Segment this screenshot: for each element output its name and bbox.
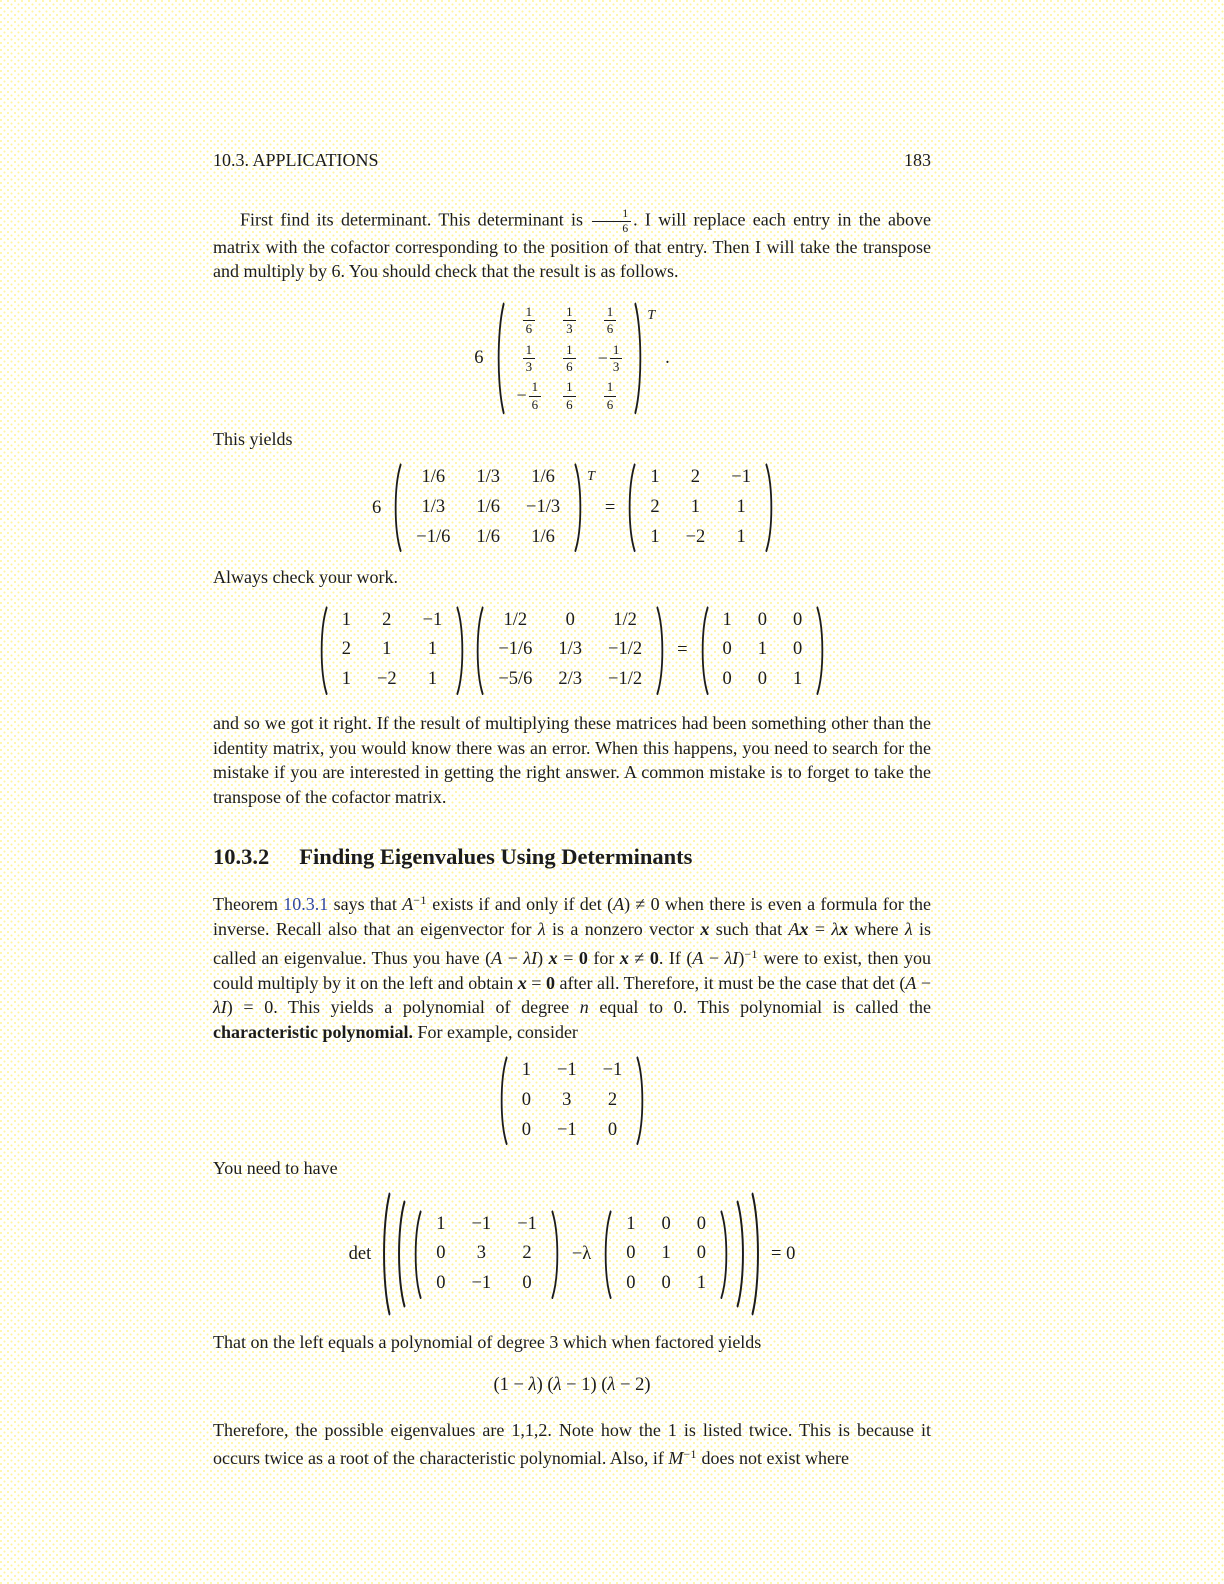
text-segment: λ (537, 919, 546, 940)
text-segment: A (491, 947, 503, 968)
fraction-stack (563, 305, 576, 337)
text-segment: −1 (413, 893, 427, 908)
display-operator: = 0 (771, 1244, 796, 1265)
section-heading (213, 843, 931, 870)
right-paren-icon (750, 1192, 763, 1316)
denominator: 6 (531, 396, 539, 412)
denominator: 6 (566, 358, 573, 374)
matrix-cell: 1 (521, 1060, 531, 1081)
matrix-cell: 2 (690, 467, 701, 488)
matrix-grid (509, 1056, 636, 1145)
text-segment: A (905, 972, 917, 993)
matrix-cell (506, 340, 553, 378)
matrix (411, 1210, 562, 1299)
display-operator: −λ (571, 1244, 592, 1265)
matrix-grid (710, 606, 816, 695)
display-operator: . (665, 348, 670, 369)
right-paren-icon (735, 1200, 748, 1308)
display-operator: 6 (372, 497, 382, 518)
matrix (601, 1210, 731, 1299)
matrix-cell: 0 (521, 1090, 531, 1111)
text-segment: − (502, 947, 524, 968)
text-segment: x (548, 947, 558, 968)
fraction (523, 343, 536, 375)
matrix-cell: 1 (626, 1213, 636, 1234)
matrix-row (637, 493, 764, 523)
left-paren-icon (698, 606, 710, 695)
text-segment: Theorem (213, 894, 284, 915)
matrix-cell: 0 (521, 1119, 531, 1140)
text-segment: says that (328, 894, 403, 915)
numerator: 1 (523, 343, 536, 359)
matrix-row (506, 340, 634, 378)
text-segment: λ (904, 919, 913, 940)
left-paren-icon (497, 1056, 509, 1145)
matrix-cell: 2 (382, 609, 392, 630)
running-head (213, 148, 931, 173)
numerator: 1 (592, 208, 631, 223)
fraction (563, 343, 576, 375)
display-operator: = (677, 639, 688, 660)
text-segment: is a nonzero vector (545, 919, 701, 940)
matrix-cell: 0 (565, 609, 575, 630)
matrix-cell: 3 (476, 1243, 486, 1264)
matrix-cell: 0 (626, 1243, 636, 1264)
right-paren-icon (655, 606, 667, 695)
equation-check-product (213, 606, 931, 695)
text-segment: ) = 0. This yields a polynomial of degree (226, 997, 580, 1018)
matrix-cell: 1/3 (558, 639, 583, 660)
text-segment: − (916, 972, 931, 993)
matrix-cell (552, 377, 587, 415)
matrix (317, 606, 468, 695)
text-segment: = (557, 947, 579, 968)
matrix-row (423, 1269, 550, 1299)
page-number: 183 (904, 150, 931, 170)
matrix-row (485, 665, 655, 695)
matrix-row (485, 606, 655, 636)
text-segment: ) (738, 947, 745, 968)
fraction (604, 380, 617, 412)
matrix (698, 606, 828, 695)
left-paren-icon (494, 302, 506, 415)
fraction (592, 208, 631, 236)
matrix-cell: −1 (602, 1060, 623, 1081)
matrix-cell: 0 (522, 1273, 532, 1294)
matrix-cell: 1 (696, 1273, 707, 1294)
matrix-cell: 1 (427, 639, 438, 660)
page-content (213, 0, 931, 1471)
matrix-cell: 0 (626, 1273, 636, 1294)
text-segment: x (839, 919, 849, 940)
left-paren-icon (379, 1192, 392, 1316)
left-paren-icon (391, 463, 403, 552)
matrix-row (710, 665, 816, 695)
text-segment: after all. Therefore, it must be the case that det ( (554, 972, 906, 993)
matrix-cell: −1 (471, 1213, 492, 1234)
matrix-cell: −1/6 (416, 527, 451, 548)
paragraph-always-check: Always check your work. (213, 566, 398, 587)
matrix-row (329, 635, 456, 665)
matrix-cell: −1 (517, 1213, 537, 1234)
matrix-cell (587, 302, 634, 340)
matrix-cell: 1/6 (476, 527, 501, 548)
section-number: 10.3.2 (213, 844, 270, 870)
paragraph-determinant (213, 207, 931, 284)
text-segment: A (788, 919, 800, 940)
text-segment: − 1) ( (561, 1374, 608, 1395)
text-segment: − 2) (615, 1374, 651, 1395)
matrix-cell: 0 (436, 1243, 446, 1264)
left-paren-icon (473, 606, 485, 695)
display-operator: = (604, 497, 616, 518)
fraction (598, 343, 623, 375)
matrix-cell: 1 (382, 639, 392, 660)
text-segment: . I will replace each entry in the above matrix with the cofactor corresponding to the position of that entry. Then I will take the transpose and multiply by 6. You should check that the result is as follows. (213, 208, 931, 282)
right-paren-icon (573, 463, 585, 552)
text-segment: exists if and only if det ( (426, 894, 614, 915)
matrix-cell: −1/2 (608, 669, 643, 690)
text-segment: . If ( (658, 947, 693, 968)
minus-sign: − (516, 385, 527, 406)
matrix-cell: 1 (661, 1243, 671, 1264)
text-segment: n (579, 997, 589, 1018)
matrix-row (710, 635, 816, 665)
matrix-cell: −2 (376, 669, 397, 690)
matrix-row (423, 1239, 550, 1269)
matrix-row (506, 302, 634, 340)
text-segment: is called an eigenvalue. Thus you have ( (213, 919, 931, 968)
matrix-row (637, 523, 764, 553)
paragraph-got-it-right: and so we got it right. If the result of multiplying these matrices had been something other than the identity matrix, you would know there was an error. When this happens, you need to search for the mistake if you are interested in getting the right answer. A common mistake is to forget to take the transpose of the cofactor matrix. (213, 713, 931, 807)
text-segment: A (692, 947, 704, 968)
text-segment: ) ≠ 0 when there is even a formula for the inverse. Recall also that an eigenvector for (213, 894, 932, 940)
matrix (625, 463, 776, 552)
paragraph-you-need: You need to have (213, 1157, 338, 1178)
text-segment: where (848, 919, 905, 940)
matrix-cell: 1/6 (476, 497, 501, 518)
denominator: 3 (612, 358, 620, 374)
matrix-cell: 1/6 (421, 467, 446, 488)
left-paren-icon (317, 606, 329, 695)
matrix-row (613, 1239, 719, 1269)
text-segment: λ (553, 1374, 562, 1395)
fraction-stack (604, 380, 617, 412)
text-segment: First find its determinant. This determinant is (240, 208, 591, 229)
text-segment: ) (537, 947, 549, 968)
matrix-cell: 1 (736, 497, 746, 518)
matrix-cell: 1 (427, 669, 438, 690)
numerator: 1 (529, 380, 542, 396)
matrix (494, 302, 656, 415)
matrix-row (613, 1269, 719, 1299)
text-segment: −1 (683, 1447, 697, 1462)
matrix-cell: 1 (793, 669, 803, 690)
text-segment: were to exist, then you could multiply by it on the left and obtain (213, 947, 931, 993)
fraction-stack (563, 343, 576, 375)
matrix-cell (552, 302, 587, 340)
left-paren-icon (411, 1210, 423, 1299)
matrix-cell: −2 (685, 527, 706, 548)
matrix (497, 1056, 648, 1145)
matrix-cell: 1/2 (503, 609, 528, 630)
right-paren-icon (455, 606, 467, 695)
fraction (604, 305, 617, 337)
matrix-row (509, 1056, 636, 1086)
matrix-cell: −1 (422, 609, 443, 630)
matrix-cell: −1 (556, 1060, 577, 1081)
transpose-superscript: T (647, 308, 656, 324)
display-operator: 6 (474, 348, 484, 369)
paragraph-this-yields: This yields (213, 428, 293, 449)
text-segment: λ (528, 1374, 537, 1395)
text-segment: (1 − (493, 1374, 529, 1395)
text-segment: For example, consider (412, 1021, 578, 1042)
matrix-cell: 1 (722, 609, 732, 630)
fraction (563, 380, 576, 412)
matrix (391, 463, 595, 552)
text-segment: A (402, 894, 414, 915)
numerator: 1 (610, 343, 623, 359)
matrix-row (329, 665, 456, 695)
matrix-row (423, 1210, 550, 1240)
matrix-row (637, 463, 764, 493)
matrix-cell: 1/3 (421, 497, 446, 518)
matrix-cell: 1/3 (476, 467, 501, 488)
matrix-grid (423, 1210, 550, 1299)
text-segment: λ (607, 1374, 616, 1395)
matrix-cell: 1/6 (531, 467, 555, 488)
matrix-cell: 1 (736, 527, 746, 548)
matrix-cell (587, 377, 634, 415)
text-segment: equal to 0. This polynomial is called the (588, 997, 931, 1018)
text-segment: x (619, 947, 629, 968)
matrix-cell: 1/6 (531, 527, 555, 548)
denominator: 6 (606, 321, 614, 337)
left-paren-icon (625, 463, 637, 552)
matrix-cell: 0 (696, 1243, 707, 1264)
text-segment: − (703, 947, 725, 968)
matrix-cell: 0 (722, 669, 732, 690)
matrix-grid (485, 606, 655, 695)
text-segment: characteristic polynomial. (213, 1021, 413, 1042)
matrix-cell: 1 (650, 527, 660, 548)
matrix-cell: 0 (661, 1213, 671, 1234)
matrix-grid (637, 463, 764, 552)
matrix-row (613, 1210, 719, 1240)
text-segment: M (668, 1448, 684, 1469)
equation-this-yields (213, 463, 931, 552)
theorem-link[interactable]: 10.3.1 (283, 894, 329, 915)
denominator: 3 (566, 321, 573, 337)
equation-factored (213, 1373, 931, 1398)
matrix-row (403, 523, 573, 553)
matrix-grid (329, 606, 456, 695)
matrix-cell: −1 (556, 1119, 577, 1140)
matrix-cell: 2 (341, 639, 351, 660)
display-operator: det (348, 1244, 372, 1265)
matrix-cell: 1 (436, 1213, 446, 1234)
matrix-cell: 2 (607, 1090, 618, 1111)
matrix-cell: 0 (696, 1213, 707, 1234)
running-head-section: 10.3. APPLICATIONS (213, 150, 379, 170)
numerator: 1 (523, 305, 536, 321)
fraction (523, 305, 536, 337)
text-segment: λI (523, 947, 538, 968)
matrix-cell: 0 (436, 1273, 446, 1294)
text-segment: x (517, 972, 527, 993)
fraction-stack (604, 305, 617, 337)
matrix-cell: −1/2 (608, 639, 643, 660)
matrix-cell: 2 (522, 1243, 532, 1264)
numerator: 1 (563, 380, 576, 396)
fraction-stack (610, 343, 623, 375)
text-segment: 0 (545, 972, 555, 993)
left-paren-icon (394, 1200, 407, 1308)
text-segment: x (799, 919, 809, 940)
matrix-cell (552, 340, 587, 378)
paragraph-theorem (213, 888, 931, 1044)
fraction-stack (529, 380, 542, 412)
matrix-cell: 2 (650, 497, 660, 518)
matrix-row (710, 606, 816, 636)
text-segment: −1 (744, 946, 758, 961)
matrix-cell: 0 (661, 1273, 671, 1294)
equation-example-matrix (213, 1056, 931, 1145)
matrix-row (509, 1086, 636, 1116)
matrix-row (403, 493, 573, 523)
minus-sign: − (597, 347, 608, 368)
denominator: 6 (606, 396, 614, 412)
fraction-stack (523, 305, 536, 337)
matrix-cell: 1/2 (613, 609, 637, 630)
text-segment: for (587, 947, 620, 968)
matrix-cell: 1 (690, 497, 701, 518)
matrix-cell: 0 (607, 1119, 618, 1140)
fraction (563, 305, 576, 337)
numerator: 1 (604, 305, 617, 321)
left-paren-icon (601, 1210, 613, 1299)
text-segment: such that (709, 919, 789, 940)
matrix-grid (506, 302, 634, 415)
denominator: 3 (525, 358, 533, 374)
text-segment: λI (213, 997, 227, 1018)
text-segment: 0 (649, 947, 659, 968)
denominator: 6 (566, 396, 573, 412)
denominator: 6 (525, 321, 533, 337)
fraction-stack (523, 343, 536, 375)
text-segment: A (613, 894, 625, 915)
matrix-row (485, 635, 655, 665)
matrix-grid (403, 463, 573, 552)
text-segment: does not exist where (697, 1448, 849, 1469)
matrix-row (506, 377, 634, 415)
text-segment: λI (724, 947, 739, 968)
matrix-cell: 0 (793, 609, 803, 630)
text-segment: Therefore, the possible eigenvalues are 1,1,2. Note how the 1 is listed twice. This is because it occurs twice as a root of the characteristic polynomial. Also, if (213, 1419, 931, 1469)
matrix-row (329, 606, 456, 636)
matrix-cell: 0 (793, 639, 803, 660)
matrix-cell: −5/6 (498, 669, 533, 690)
matrix-cell: 0 (722, 639, 732, 660)
matrix-cell (587, 340, 634, 378)
right-paren-icon (633, 302, 645, 415)
matrix-cell (506, 377, 553, 415)
matrix-cell: 1 (757, 639, 768, 660)
text-segment: = (526, 972, 546, 993)
equation-det (213, 1192, 931, 1316)
matrix-cell: 1 (341, 609, 351, 630)
text-segment: ≠ (628, 947, 650, 968)
matrix-grid (613, 1210, 719, 1299)
matrix-cell: 1 (341, 669, 351, 690)
text-segment: x (700, 919, 710, 940)
matrix (473, 606, 667, 695)
matrix-row (403, 463, 573, 493)
matrix-cell: 0 (757, 669, 768, 690)
matrix-cell: 2/3 (558, 669, 583, 690)
text-segment: = (808, 919, 832, 940)
text-segment: 0 (578, 947, 588, 968)
matrix-cell: 1 (650, 467, 660, 488)
paragraph-that-left: That on the left equals a polynomial of degree 3 which when factored yields (213, 1332, 762, 1353)
matrix-cell: 0 (757, 609, 768, 630)
text-segment: λ (831, 919, 840, 940)
numerator: 1 (563, 343, 576, 359)
right-paren-icon (764, 463, 776, 552)
fraction-stack (592, 208, 631, 236)
right-paren-icon (635, 1056, 647, 1145)
transpose-superscript: T (587, 469, 595, 485)
matrix-cell: −1/3 (526, 497, 561, 518)
matrix-cell (506, 302, 553, 340)
denominator: 6 (622, 223, 629, 236)
numerator: 1 (563, 305, 576, 321)
section-title: Finding Eigenvalues Using Determinants (299, 844, 693, 870)
right-paren-icon (815, 606, 827, 695)
fraction (517, 380, 542, 412)
text-segment: ) ( (536, 1374, 554, 1395)
paragraph-eigenvalues (213, 1418, 931, 1471)
matrix-cell: −1/6 (498, 639, 533, 660)
right-paren-icon (550, 1210, 562, 1299)
equation-cofactor-transpose (213, 302, 931, 415)
fraction-stack (563, 380, 576, 412)
matrix-cell: 3 (562, 1090, 572, 1111)
matrix-row (509, 1116, 636, 1146)
numerator: 1 (604, 380, 617, 396)
matrix-cell: −1 (471, 1273, 492, 1294)
right-paren-icon (719, 1210, 731, 1299)
matrix-cell: −1 (731, 467, 751, 488)
